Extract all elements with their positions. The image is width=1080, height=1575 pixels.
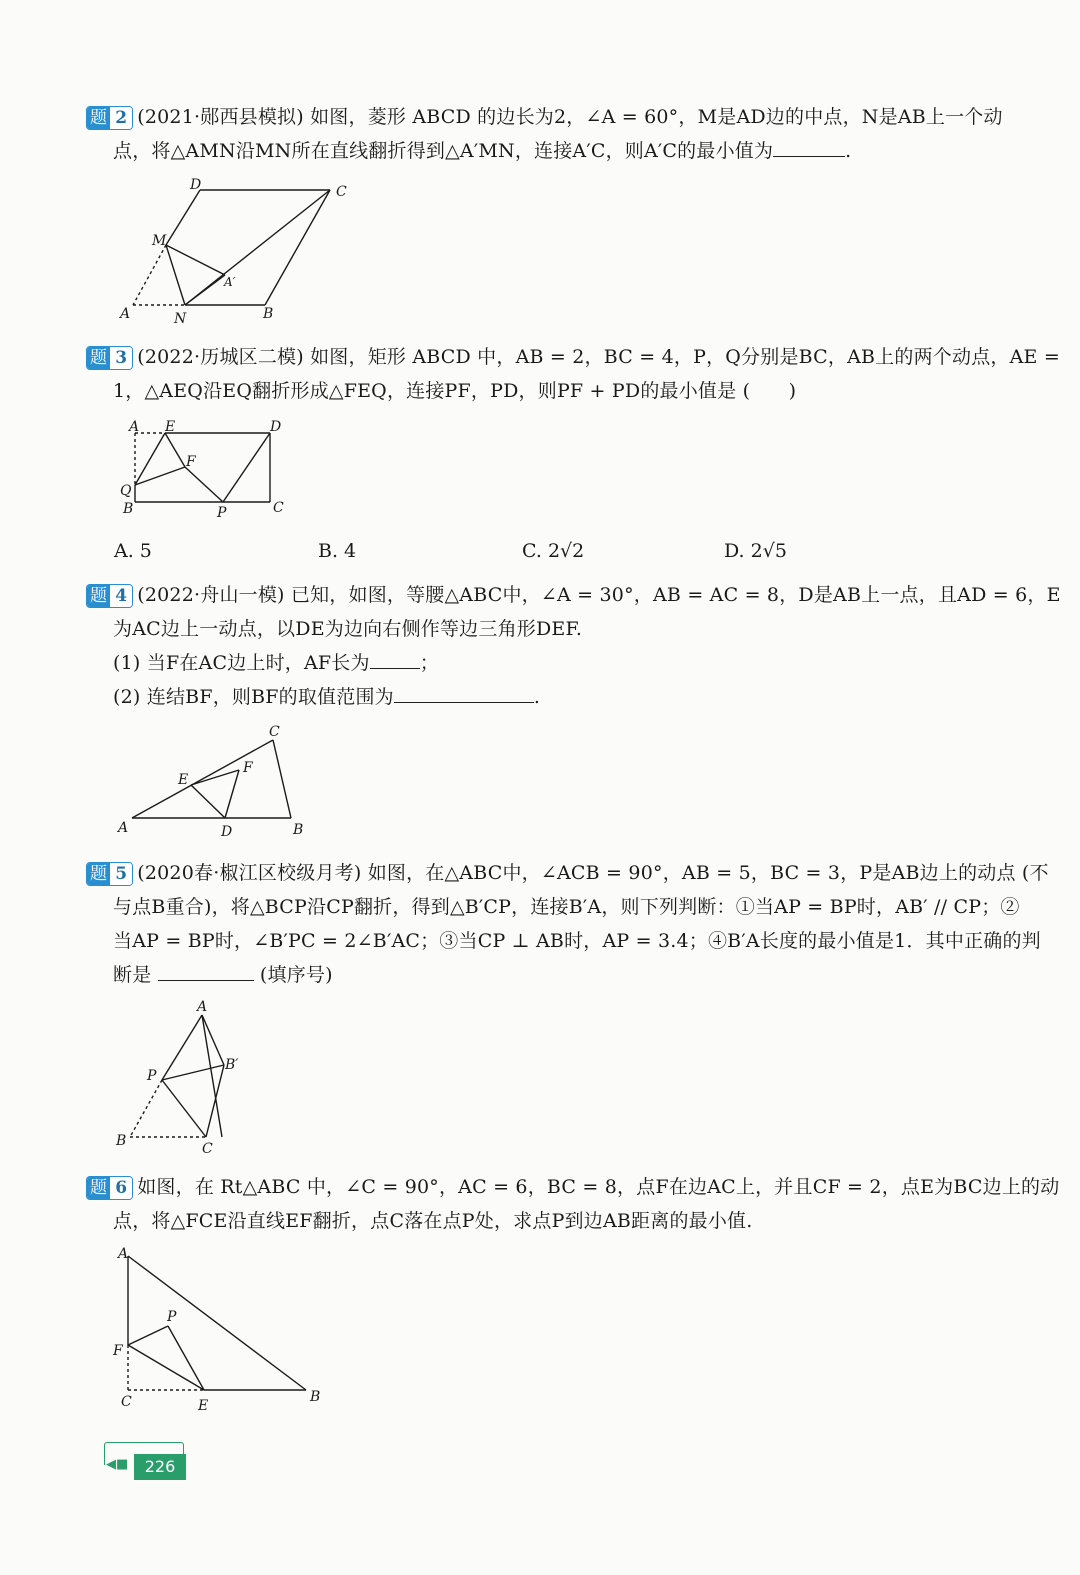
problem-tag: 题 6 xyxy=(86,1176,133,1200)
answer-blank[interactable] xyxy=(370,646,420,669)
label-B: B xyxy=(116,1133,127,1149)
problem-text: 1，△AEQ沿EQ翻折形成△FEQ，连接PF，PD，则PF + PD的最小值是 ( ) xyxy=(113,380,797,402)
label-D: D xyxy=(221,824,233,840)
label-N: N xyxy=(174,311,187,327)
problem-text: 为AC边上一动点，以DE为边向右侧作等边三角形DEF. xyxy=(113,618,583,640)
problem-text: (2022·历城区二模) 如图，矩形 ABCD 中，AB = 2，BC = 4，P，Q分别是BC，AB上的两个动点，AE = xyxy=(137,346,1060,368)
figure-rhombus xyxy=(110,175,360,325)
problem-text: (2021·郧西县模拟) 如图，菱形 ABCD 的边长为2，∠A = 60°，M是AD边的中点，N是AB上一个动 xyxy=(137,106,1003,128)
label-B-prime: B′ xyxy=(225,1057,239,1073)
label-B: B xyxy=(263,306,274,322)
label-P: P xyxy=(147,1068,157,1084)
problem-text: 当AP = BP时，∠B′PC = 2∠B′AC；③当CP ⊥ AB时，AP = 3.4；④B′A长度的最小值是1．其中正确的判 xyxy=(113,930,1041,952)
label-A: A xyxy=(129,419,140,435)
label-F: F xyxy=(113,1343,123,1359)
problem-text: (2020春·椒江区校级月考) 如图，在△ABC中，∠ACB = 90°，AB = 5，BC = 3，P是AB边上的动点 (不 xyxy=(137,862,1049,884)
figure-rectangle xyxy=(115,415,295,525)
problem-5: 题 5 (2020春·椒江区校级月考) 如图，在△ABC中，∠ACB = 90°，AB = 5，BC = 3，P是AB边上的动点 (不 与点B重合)，将△BCP沿CP翻折，得到△B′CP，连接B′A，则下列判断：①当AP = BP时，AB′ // CP；② 当AP = BP时，∠B′PC = 2∠B′AC；③当CP ⊥ AB时，AP = 3.4；④B′A长度的最小值是1．其中正确的判 断是 (填序号) xyxy=(86,856,976,992)
label-B: B xyxy=(123,501,134,517)
problem-2: 题 2 (2021·郧西县模拟) 如图，菱形 ABCD 的边长为2，∠A = 60°，M是AD边的中点，N是AB上一个动 点，将△AMN沿MN所在直线翻折得到△A′MN，连接A′C，则A′C的最小值为 . xyxy=(86,100,976,168)
problem-tag: 题 2 xyxy=(86,106,133,130)
problem-6 xyxy=(86,1170,1060,1238)
label-P: P xyxy=(217,505,227,521)
label-E: E xyxy=(165,419,176,435)
label-A: A xyxy=(197,999,208,1015)
label-D: D xyxy=(190,177,202,193)
label-A: A xyxy=(120,306,131,322)
label-C: C xyxy=(121,1394,132,1410)
problem-4: 题 4 (2022·舟山一模) 已知，如图，等腰△ABC中，∠A = 30°，AB = AC = 8，D是AB上一点，且AD = 6，E 为AC边上一动点，以DE为边向右侧作等边三角形DEF. (1) 当F在AC边上时，AF长为 ； (2) 连结BF，则BF的取值范围为 . xyxy=(86,578,976,714)
sub-question-1: (1) 当F在AC边上时，AF长为 xyxy=(113,652,370,674)
label-A: A xyxy=(118,1246,129,1262)
label-B: B xyxy=(293,822,304,838)
problem-text: 如图，在 Rt△ABC 中，∠C = 90°，AC = 6，BC = 8，点F在边AC上，并且CF = 2，点E为BC边上的动 xyxy=(137,1176,1060,1198)
option-c[interactable]: C. 2√2 xyxy=(522,540,585,562)
problem-text: 断是 xyxy=(113,964,152,986)
problem-tag: 题 5 xyxy=(86,862,133,886)
label-B: B xyxy=(310,1389,321,1405)
problem-tag: 题 3 xyxy=(86,346,133,370)
page-footer xyxy=(104,1442,186,1482)
problem-tag: 题 4 xyxy=(86,584,133,608)
problem-text: 与点B重合)，将△BCP沿CP翻折，得到△B′CP，连接B′A，则下列判断：①当AP = BP时，AB′ // CP；② xyxy=(113,896,1020,918)
label-C: C xyxy=(202,1141,213,1157)
option-d[interactable]: D. 2√5 xyxy=(724,540,787,562)
answer-blank[interactable] xyxy=(394,680,534,703)
label-F: F xyxy=(186,454,196,470)
answer-blank[interactable] xyxy=(158,958,254,981)
option-b[interactable]: B. 4 xyxy=(318,540,357,562)
label-F: F xyxy=(243,760,253,776)
label-D: D xyxy=(270,419,282,435)
label-E: E xyxy=(198,1398,209,1414)
page-number: 226 xyxy=(134,1454,186,1480)
plug-icon: ◀■ xyxy=(106,1457,129,1472)
problem-3 xyxy=(86,340,1060,408)
label-A-prime: A′ xyxy=(224,275,236,289)
problem-text: 点，将△AMN沿MN所在直线翻折得到△A′MN，连接A′C，则A′C的最小值为 xyxy=(113,140,774,162)
sub-question-2: (2) 连结BF，则BF的取值范围为 xyxy=(113,686,394,708)
label-P: P xyxy=(167,1309,177,1325)
label-C: C xyxy=(269,724,280,740)
option-a[interactable]: A. 5 xyxy=(114,540,152,562)
figure-isosceles-triangle xyxy=(115,722,315,842)
problem-text: (2022·舟山一模) 已知，如图，等腰△ABC中，∠A = 30°，AB = AC = 8，D是AB上一点，且AD = 6，E xyxy=(137,584,1061,606)
figure-right-triangle-fold xyxy=(112,995,252,1157)
label-Q: Q xyxy=(120,483,132,499)
label-C: C xyxy=(336,184,347,200)
figure-rt-triangle-abc xyxy=(110,1240,340,1420)
label-M: M xyxy=(152,233,167,249)
label-A: A xyxy=(118,820,129,836)
answer-blank[interactable] xyxy=(773,134,845,157)
label-E: E xyxy=(178,772,189,788)
problem-text: 点，将△FCE沿直线EF翻折，点C落在点P处，求点P到边AB距离的最小值. xyxy=(113,1210,753,1232)
label-C: C xyxy=(273,500,284,516)
